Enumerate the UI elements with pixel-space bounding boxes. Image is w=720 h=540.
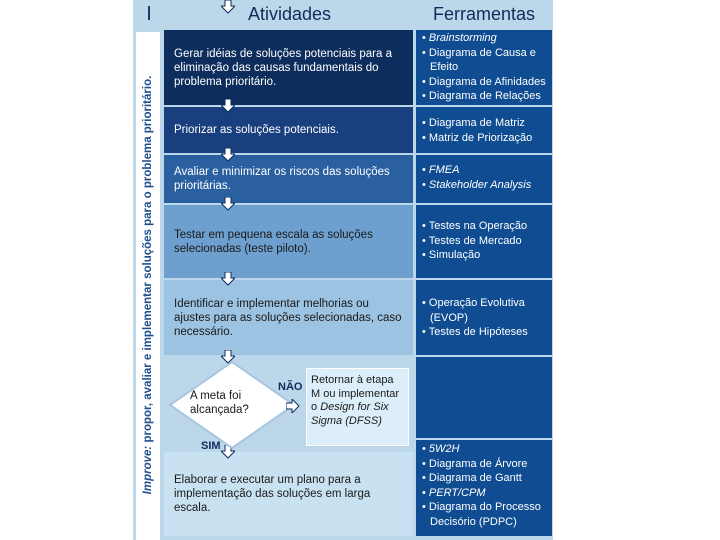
tool-item: PERT/CPM — [428, 486, 486, 499]
arrow-down-icon — [221, 197, 235, 211]
activities-header: Atividades — [164, 0, 413, 28]
tool-item: Diagrama de Matriz — [428, 117, 525, 129]
tools-header: Ferramentas — [416, 0, 552, 28]
tools-box-5 — [416, 280, 552, 355]
tool-item: Diagrama de Relações — [428, 90, 541, 102]
tool-item: Diagrama de Afinidades — [428, 75, 546, 88]
tool-item: Testes de Hipóteses — [428, 326, 528, 338]
activity-6 — [164, 452, 413, 536]
tools-box-6 — [416, 440, 552, 536]
tool-item: Testes de Mercado — [428, 234, 522, 247]
decision-no-label: NÃO — [278, 381, 303, 393]
activity-3 — [164, 155, 413, 203]
activity-4 — [164, 205, 413, 278]
tools-box-4 — [416, 205, 552, 278]
activity-2 — [164, 107, 413, 153]
arrow-right-icon — [286, 399, 300, 413]
activity-1-text: Gerar idéias de soluções potenciais para a eliminação das causas fundamentais do problema prioritário. — [174, 47, 392, 88]
tools-box-1 — [416, 30, 552, 105]
activity-6-text: Elaborar e executar um plano para a implementação das soluções em larga escala. — [174, 474, 371, 514]
tools-box-2 — [416, 107, 552, 153]
tool-item: Testes na Operação — [428, 220, 528, 232]
tool-item: Operação Evolutiva (EVOP) — [428, 297, 525, 324]
tool-item: Matriz de Priorização — [428, 131, 533, 144]
activity-5 — [164, 280, 413, 355]
tool-item: Diagrama de Gantt — [428, 472, 522, 484]
return-text-dfss: Design for Six Sigma (DFSS) — [311, 401, 389, 427]
decision-yes-label: SIM — [201, 440, 221, 452]
activity-5-text: Identificar e implementar melhorias ou ajustes para as soluções selecionadas, caso necessário. — [174, 297, 402, 338]
tool-item: Diagrama do Processo Decisório (PDPC) — [428, 501, 541, 528]
return-box — [306, 368, 409, 446]
activity-4-text: Testar em pequena escala as soluções selecionadas (teste piloto). — [174, 228, 373, 255]
tool-item: Diagrama de Árvore — [428, 457, 528, 470]
side-label-text: propor, avaliar e implementar soluções para o problema prioritário. — [142, 75, 154, 446]
tool-item: FMEA — [428, 164, 460, 176]
tool-item: Brainstorming — [428, 32, 497, 44]
arrow-down-icon — [221, 0, 235, 14]
tool-item: Stakeholder Analysis — [428, 178, 532, 191]
activity-1 — [164, 30, 413, 105]
side-label — [142, 35, 154, 535]
tool-item: Simulação — [428, 249, 481, 261]
side-label-improve: Improve: — [142, 445, 154, 495]
tools-box-3 — [416, 155, 552, 203]
arrow-down-icon — [221, 99, 235, 113]
return-text: Retornar à etapa M ou implementar o — [311, 374, 400, 413]
arrow-down-icon — [221, 148, 235, 162]
activity-3-text: Avaliar e minimizar os riscos das soluções prioritárias. — [174, 166, 390, 192]
decision-question: A meta foi alcançada? — [190, 390, 249, 416]
activity-2-text: Priorizar as soluções potenciais. — [174, 124, 339, 136]
tool-item: Diagrama de Causa e Efeito — [428, 46, 536, 73]
tool-item: 5W2H — [428, 443, 460, 455]
arrow-down-icon — [221, 272, 235, 286]
phase-letter: I — [136, 0, 162, 28]
tools-box-blank — [416, 357, 552, 438]
